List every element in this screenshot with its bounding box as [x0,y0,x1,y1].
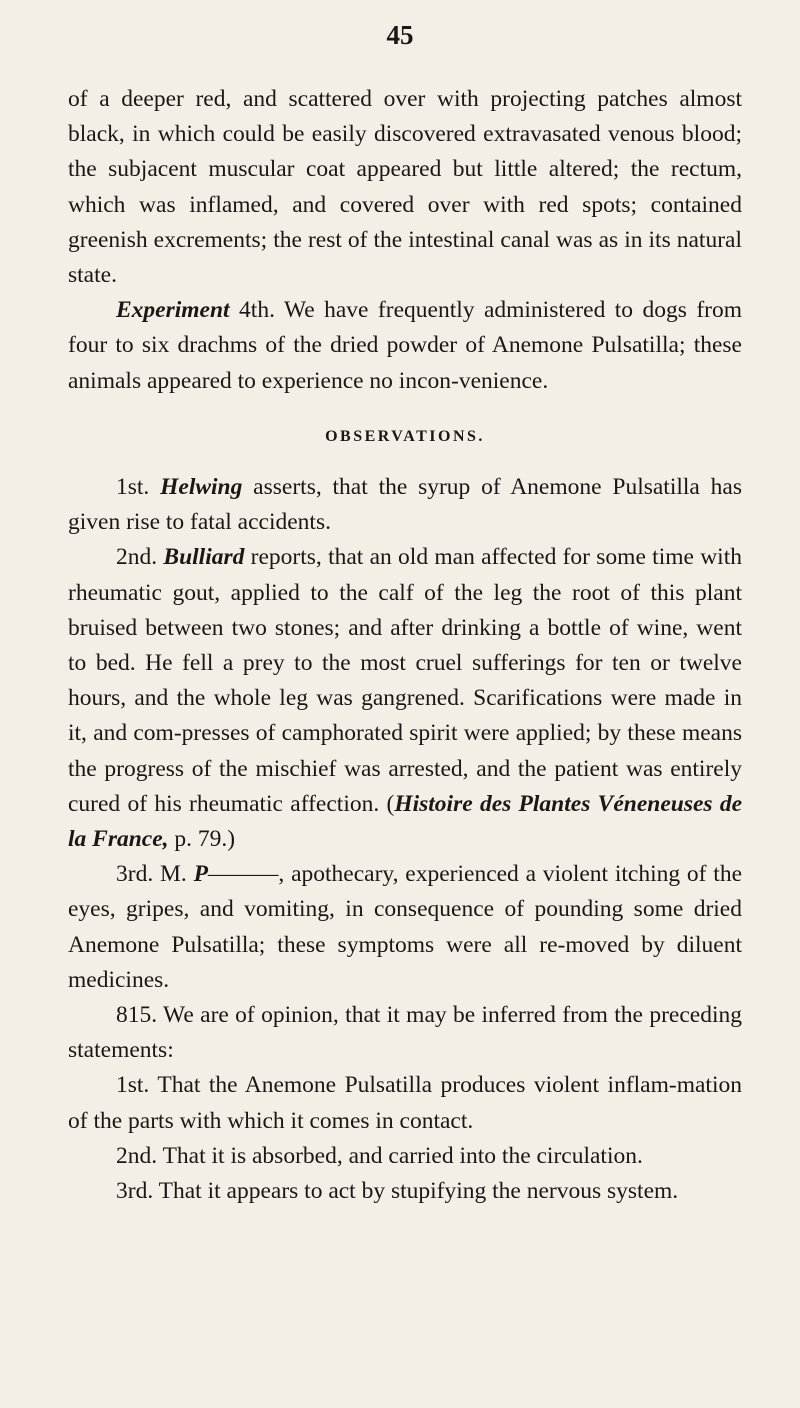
observation-3-author: P [193,861,208,888]
experiment-label: Experiment [116,297,230,324]
paragraph-experiment-4 [68,293,742,399]
paragraph-continuation: of a deeper red, and scattered over with projecting patches almost black, in which could be easily discovered extravasated venous blood; the subjacent muscular coat appeared but little altered; the rectum, which was inflamed, and covered over with red spots; contained greenish excrements; the rest of the intestinal canal was as in its natural state. [68,86,742,289]
observation-1-author: Helwing [160,474,243,501]
conclusion-2: 2nd. That it is absorbed, and carried into the circulation. [116,1142,643,1169]
body-text [68,82,742,1209]
observation-2 [68,540,742,857]
conclusion-1: 1st. That the Anemone Pulsatilla produces violent inflam-mation of the parts with which it comes in contact. [68,1072,742,1134]
observation-1-text: asserts, that the syrup of Anemone Pulsatilla has given rise to fatal accidents. [68,474,742,536]
page-number: 45 [386,20,414,50]
observation-1 [68,470,742,540]
observation-3-text: ———, apothecary, experienced a violent itching of the eyes, gripes, and vomiting, in consequence of pounding some dried Anemone Pulsatilla; these symptoms were all re-moved by diluent medicines. [68,861,742,993]
observation-2-page: p. 79.) [168,826,236,853]
conclusion-3: 3rd. That it appears to act by stupifying the nervous system. [116,1178,679,1205]
observation-2-citation: Histoire des Plantes Véneneuses de la France, [68,790,742,853]
observation-2-text: reports, that an old man affected for some time with rheumatic gout, applied to the calf of the leg the root of this plant bruised between two stones; and after drinking a bottle of wine, went to bed. He fell a prey to the most cruel sufferings for ten or twelve hours, and the whole leg was gangrened. Scarifications were made in it, and com-presses of camphorated spirit were applied; by these means the progress of the mischief was arrested, and the patient was entirely cured of his rheumatic affection. ( [68,544,742,817]
observation-1-number: 1st. [116,474,161,501]
section-815: 815. We are of opinion, that it may be inferred from the preceding statements: [68,1002,742,1064]
observation-3-number: 3rd. M. [116,861,194,888]
section-heading: OBSERVATIONS. [325,427,485,445]
observation-2-author: Bulliard [163,544,245,571]
observation-3 [68,857,742,998]
experiment-text: 4th. We have frequently administered to dogs from four to six drachms of the dried powder of Anemone Pulsatilla; these animals appeared to experience no incon-venience. [68,297,742,394]
observation-2-number: 2nd. [116,544,164,571]
